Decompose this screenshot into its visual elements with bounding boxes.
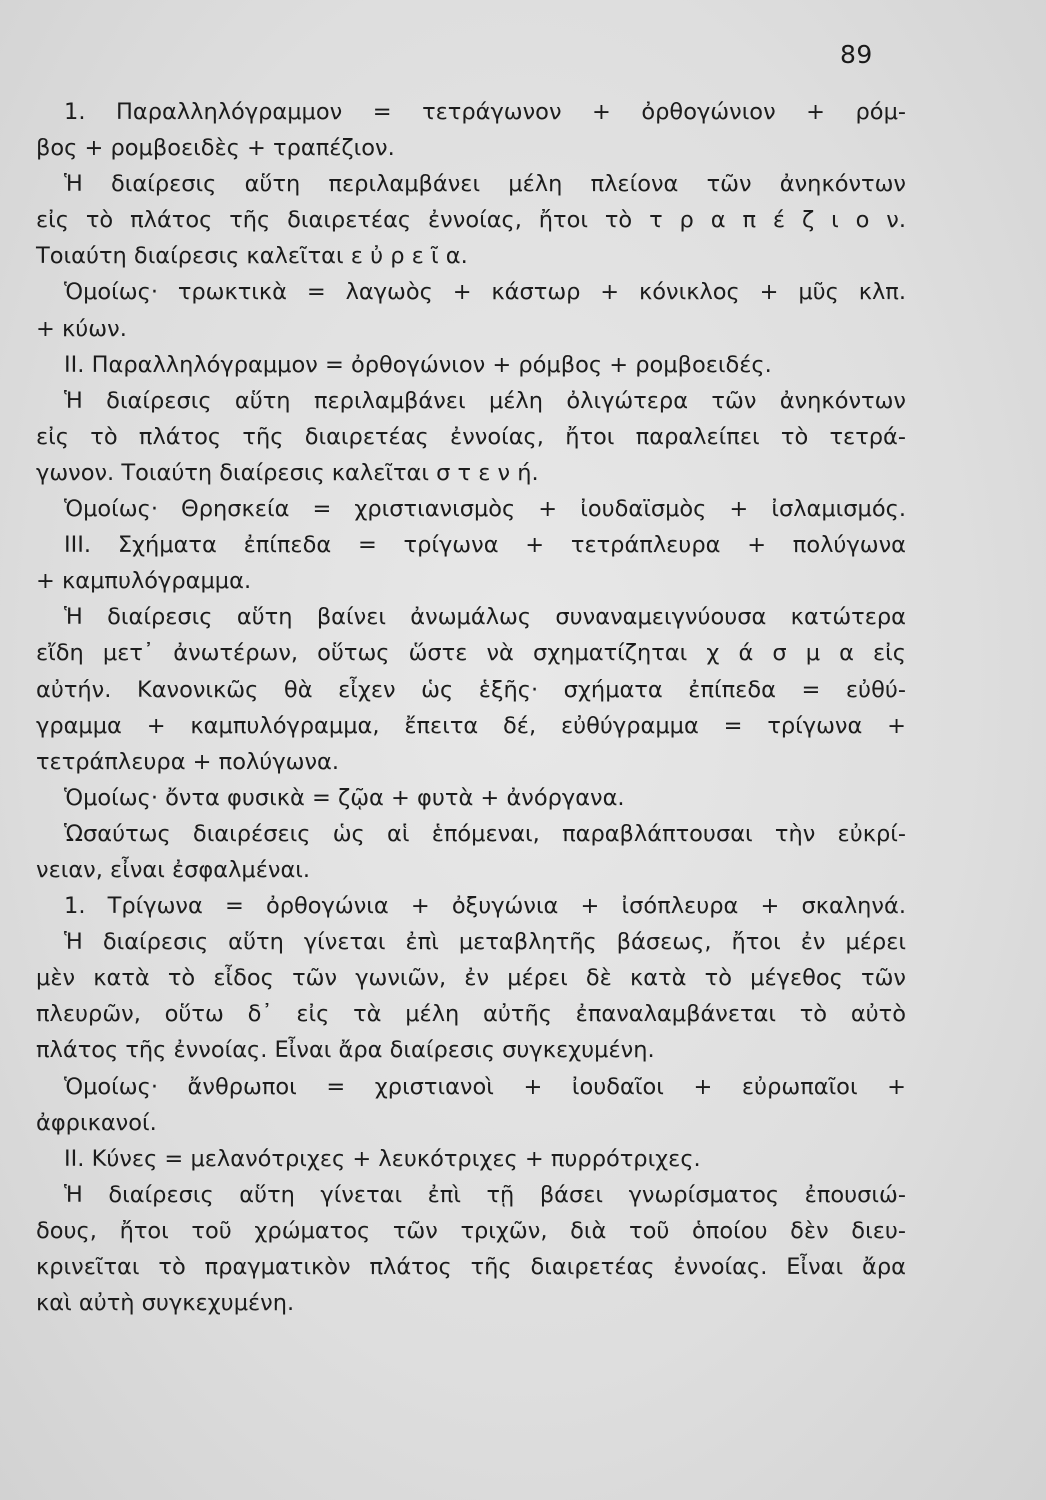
text-line: + κύων.: [36, 315, 127, 342]
text-line: Ὁμοίως· ὄντα φυσικὰ = ζῷα + φυτὰ + ἀνόργανα.: [64, 784, 625, 811]
page-number: 89: [840, 40, 873, 69]
text-line: Ὁμοίως· τρωκτικὰ = λαγωὸς + κάστωρ + κόνικλος + μῦς κλπ.: [64, 279, 906, 306]
text-line: Ἡ διαίρεσις αὕτη γίνεται ἐπὶ τῇ βάσει γνωρίσματος ἐπουσιώ-: [64, 1181, 906, 1208]
body-text: [36, 94, 906, 1321]
text-line: ΙΙ. Κύνες = μελανότριχες + λευκότριχες + πυρρότριχες.: [64, 1145, 701, 1172]
text-line: αὐτήν. Κανονικῶς θὰ εἶχεν ὡς ἑξῆς· σχήματα ἐπίπεδα = εὐθύ-: [36, 676, 906, 703]
text-line: μὲν κατὰ τὸ εἶδος τῶν γωνιῶν, ἐν μέρει δὲ κατὰ τὸ μέγεθος τῶν: [36, 965, 906, 992]
text-line: εἰς τὸ πλάτος τῆς διαιρετέας ἐννοίας, ἤτοι παραλείπει τὸ τετρά-: [36, 423, 906, 450]
text-line: νειαν, εἶναι ἐσφαλμέναι.: [36, 856, 311, 883]
text-line: ΙΙ. Παραλληλόγραμμον = ὀρθογώνιον + ρόμβος + ρομβοειδές.: [64, 351, 772, 378]
text-line: γραμμα + καμπυλόγραμμα, ἔπειτα δέ, εὐθύγραμμα = τρίγωνα +: [36, 712, 906, 739]
text-line: 1. Τρίγωνα = ὀρθογώνια + ὀξυγώνια + ἰσόπλευρα + σκαληνά.: [64, 893, 906, 920]
text-line: Ὁμοίως· Θρησκεία = χριστιανισμὸς + ἰουδαϊσμὸς + ἰσλαμισμός.: [64, 496, 906, 523]
text-line: + καμπυλόγραμμα.: [36, 568, 252, 595]
text-line: εἴδη μετ᾽ ἀνωτέρων, οὕτως ὥστε νὰ σχηματίζηται χ ά σ μ α εἰς: [36, 640, 906, 667]
text-line: Ὡσαύτως διαιρέσεις ὡς αἱ ἑπόμεναι, παραβλάπτουσαι τὴν εὐκρί-: [64, 820, 906, 847]
text-line: Ἡ διαίρεσις αὕτη περιλαμβάνει μέλη ὀλιγώτερα τῶν ἀνηκόντων: [64, 387, 906, 414]
text-line: 1. Παραλληλόγραμμον = τετράγωνον + ὀρθογώνιον + ρόμ-: [64, 99, 906, 125]
text-line: ἀφρικανοί.: [36, 1109, 157, 1136]
text-line: ΙΙΙ. Σχήματα ἐπίπεδα = τρίγωνα + τετράπλευρα + πολύγωνα: [64, 532, 906, 559]
text-line: Τοιαύτη διαίρεσις καλεῖται ε ὐ ρ ε ῖ α.: [36, 243, 468, 270]
text-line: δους, ἤτοι τοῦ χρώματος τῶν τριχῶν, διὰ τοῦ ὁποίου δὲν διευ-: [36, 1217, 906, 1244]
text-line: Ὁμοίως· ἄνθρωποι = χριστιανοὶ + ἰουδαῖοι + εὐρωπαῖοι +: [64, 1073, 906, 1100]
text-line: Ἡ διαίρεσις αὕτη περιλαμβάνει μέλη πλείονα τῶν ἀνηκόντων: [64, 171, 906, 198]
text-line: κρινεῖται τὸ πραγματικὸν πλάτος τῆς διαιρετέας ἐννοίας. Εἶναι ἄρα: [36, 1254, 906, 1280]
text-line: τετράπλευρα + πολύγωνα.: [36, 748, 340, 775]
text-line: πλάτος τῆς ἐννοίας. Εἶναι ἄρα διαίρεσις συγκεχυμένη.: [36, 1037, 655, 1064]
text-line: Ἡ διαίρεσις αὕτη βαίνει ἀνωμάλως συναναμειγνύουσα κατώτερα: [64, 604, 906, 631]
text-line: καὶ αὐτὴ συγκεχυμένη.: [36, 1290, 295, 1317]
text-line: Ἡ διαίρεσις αὕτη γίνεται ἐπὶ μεταβλητῆς βάσεως, ἤτοι ἐν μέρει: [64, 929, 906, 956]
text-line: βος + ρομβοειδὲς + τραπέζιον.: [36, 135, 395, 162]
text-line: πλευρῶν, οὕτω δ᾽ εἰς τὰ μέλη αὐτῆς ἐπαναλαμβάνεται τὸ αὐτὸ: [36, 1001, 906, 1028]
text-line: εἰς τὸ πλάτος τῆς διαιρετέας ἐννοίας, ἤτοι τὸ τ ρ α π έ ζ ι ο ν.: [36, 207, 906, 234]
text-line: γωνον. Τοιαύτη διαίρεσις καλεῖται σ τ ε ν ή.: [36, 459, 539, 486]
